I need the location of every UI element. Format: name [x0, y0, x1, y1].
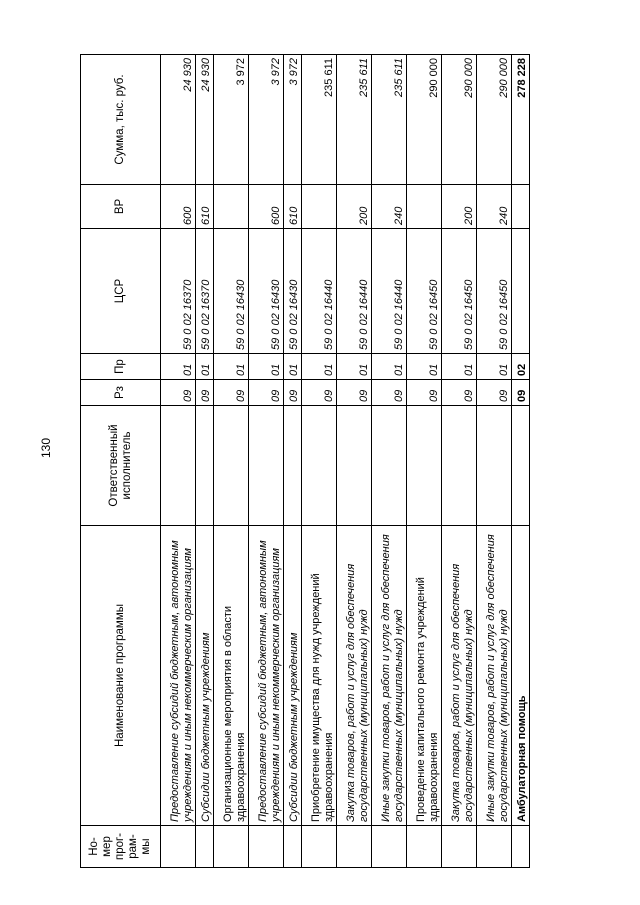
- table-row: [249, 55, 284, 868]
- cell-sum: 290 000: [476, 55, 511, 185]
- cell-csr: [511, 229, 529, 354]
- cell-vr: [214, 185, 249, 229]
- cell-sum: 24 930: [195, 55, 213, 185]
- table-row: [476, 55, 511, 868]
- cell-sum: 3 972: [214, 55, 249, 185]
- cell-sum: 3 972: [249, 55, 284, 185]
- cell-rz: 09: [476, 380, 511, 406]
- header-sum: Сумма, тыс. руб.: [81, 55, 161, 185]
- cell-vr: 240: [372, 185, 407, 229]
- cell-pr: 01: [476, 354, 511, 380]
- cell-vr: 600: [161, 185, 196, 229]
- cell-rz: 09: [161, 380, 196, 406]
- cell-csr: 59 0 02 16450: [441, 229, 476, 354]
- cell-sum: 290 000: [441, 55, 476, 185]
- cell-program-name: Предоставление субсидий бюджетным, автономным учреждениям и иным некоммерческим организациям: [249, 526, 284, 826]
- table-row: [441, 55, 476, 868]
- cell-csr: 59 0 02 16450: [406, 229, 441, 354]
- cell-rz: 09: [214, 380, 249, 406]
- header-row: [81, 55, 161, 868]
- cell-rz: 09: [195, 380, 213, 406]
- table-row: [214, 55, 249, 868]
- cell-executor: [283, 406, 301, 526]
- cell-vr: [406, 185, 441, 229]
- table-row: [161, 55, 196, 868]
- table-row: [406, 55, 441, 868]
- cell-program-number: [249, 826, 284, 868]
- cell-program-name: Иные закупки товаров, работ и услуг для обеспечения государственных (муниципальных) нужд: [372, 526, 407, 826]
- cell-program-number: [372, 826, 407, 868]
- cell-program-name: Закупка товаров, работ и услуг для обеспечения государственных (муниципальных) нужд: [441, 526, 476, 826]
- cell-pr: 01: [302, 354, 337, 380]
- cell-program-name: Иные закупки товаров, работ и услуг для обеспечения государственных (муниципальных) нужд: [476, 526, 511, 826]
- cell-rz: 09: [249, 380, 284, 406]
- cell-pr: 01: [372, 354, 407, 380]
- cell-program-name: Субсидии бюджетным учреждениям: [283, 526, 301, 826]
- cell-executor: [406, 406, 441, 526]
- cell-vr: [511, 185, 529, 229]
- cell-pr: 01: [249, 354, 284, 380]
- cell-executor: [337, 406, 372, 526]
- cell-vr: 610: [283, 185, 301, 229]
- cell-vr: 200: [337, 185, 372, 229]
- cell-executor: [476, 406, 511, 526]
- cell-vr: 200: [441, 185, 476, 229]
- cell-pr: 01: [337, 354, 372, 380]
- cell-csr: 59 0 02 16370: [161, 229, 196, 354]
- header-program-name: Наименование программы: [81, 526, 161, 826]
- cell-rz: 09: [302, 380, 337, 406]
- cell-program-number: [406, 826, 441, 868]
- cell-executor: [372, 406, 407, 526]
- cell-program-number: [161, 826, 196, 868]
- header-csr: ЦСР: [81, 229, 161, 354]
- header-rz: Рз: [81, 380, 161, 406]
- total-row: [511, 55, 529, 868]
- cell-program-name: Предоставление субсидий бюджетным, автономным учреждениям и иным некоммерческим организациям: [161, 526, 196, 826]
- cell-rz: 09: [337, 380, 372, 406]
- cell-program-name: Закупка товаров, работ и услуг для обеспечения государственных (муниципальных) нужд: [337, 526, 372, 826]
- cell-csr: 59 0 02 16430: [283, 229, 301, 354]
- cell-program-number: [214, 826, 249, 868]
- cell-sum: 290 000: [406, 55, 441, 185]
- cell-rz: 09: [406, 380, 441, 406]
- cell-pr: 01: [283, 354, 301, 380]
- cell-sum: 235 611: [337, 55, 372, 185]
- cell-program-number: [337, 826, 372, 868]
- cell-sum: 24 930: [161, 55, 196, 185]
- cell-vr: 600: [249, 185, 284, 229]
- table-row: [283, 55, 301, 868]
- cell-executor: [511, 406, 529, 526]
- cell-program-number: [283, 826, 301, 868]
- cell-executor: [441, 406, 476, 526]
- cell-executor: [302, 406, 337, 526]
- cell-program-name: Организационные мероприятия в области здравоохранения: [214, 526, 249, 826]
- header-program-number: Но-мер прог-рам-мы: [81, 826, 161, 868]
- cell-executor: [195, 406, 213, 526]
- cell-csr: 59 0 02 16430: [214, 229, 249, 354]
- cell-rz: 09: [441, 380, 476, 406]
- header-executor: Ответственный исполнитель: [81, 406, 161, 526]
- cell-sum: 235 611: [372, 55, 407, 185]
- cell-program-number: [511, 826, 529, 868]
- cell-csr: 59 0 02 16450: [476, 229, 511, 354]
- cell-rz: 09: [372, 380, 407, 406]
- cell-sum: 3 972: [283, 55, 301, 185]
- cell-program-number: [302, 826, 337, 868]
- cell-pr: 02: [511, 354, 529, 380]
- cell-pr: 01: [161, 354, 196, 380]
- budget-table-container: [80, 55, 530, 868]
- cell-program-name: Проведение капитального ремонта учреждений здравоохранения: [406, 526, 441, 826]
- cell-csr: 59 0 02 16440: [337, 229, 372, 354]
- cell-executor: [214, 406, 249, 526]
- cell-program-number: [476, 826, 511, 868]
- header-vr: ВР: [81, 185, 161, 229]
- cell-csr: 59 0 02 16370: [195, 229, 213, 354]
- cell-vr: 240: [476, 185, 511, 229]
- budget-table: [80, 54, 530, 868]
- cell-pr: 01: [195, 354, 213, 380]
- cell-sum: 235 611: [302, 55, 337, 185]
- cell-program-number: [441, 826, 476, 868]
- cell-csr: 59 0 02 16430: [249, 229, 284, 354]
- page-number: 130: [39, 437, 54, 459]
- cell-program-name: Амбулаторная помощь: [511, 526, 529, 826]
- cell-executor: [161, 406, 196, 526]
- cell-pr: 01: [214, 354, 249, 380]
- table-row: [195, 55, 213, 868]
- cell-rz: 09: [283, 380, 301, 406]
- cell-vr: [302, 185, 337, 229]
- cell-rz: 09: [511, 380, 529, 406]
- cell-csr: 59 0 02 16440: [302, 229, 337, 354]
- cell-pr: 01: [441, 354, 476, 380]
- cell-pr: 01: [406, 354, 441, 380]
- cell-vr: 610: [195, 185, 213, 229]
- cell-program-name: Приобретение имущества для нужд учреждений здравоохранения: [302, 526, 337, 826]
- table-row: [337, 55, 372, 868]
- header-pr: Пр: [81, 354, 161, 380]
- cell-program-number: [195, 826, 213, 868]
- table-row: [302, 55, 337, 868]
- cell-csr: 59 0 02 16440: [372, 229, 407, 354]
- cell-sum: 278 228: [511, 55, 529, 185]
- cell-executor: [249, 406, 284, 526]
- table-row: [372, 55, 407, 868]
- cell-program-name: Субсидии бюджетным учреждениям: [195, 526, 213, 826]
